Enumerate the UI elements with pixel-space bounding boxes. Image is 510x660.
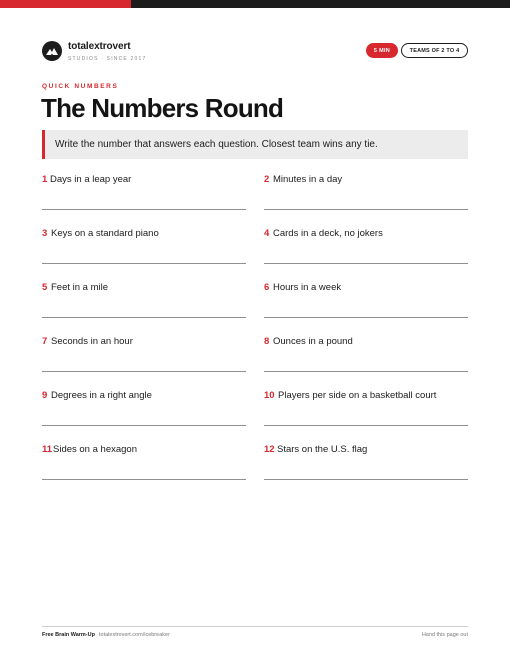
- question-number: 10: [264, 390, 275, 401]
- answer-line[interactable]: [42, 425, 246, 426]
- answer-line[interactable]: [264, 425, 468, 426]
- question-number: 11: [42, 444, 53, 455]
- answer-line[interactable]: [42, 209, 246, 210]
- instructions-text: Write the number that answers each question. Closest team wins any tie.: [55, 139, 378, 150]
- question-item: [264, 390, 468, 428]
- section-eyebrow: QUICK NUMBERS: [42, 83, 119, 90]
- question-item: [264, 228, 468, 266]
- question-item: [264, 174, 468, 212]
- question-text: Players per side on a basketball court: [278, 390, 437, 401]
- question-text: Stars on the U.S. flag: [277, 444, 368, 455]
- answer-line[interactable]: [42, 263, 246, 264]
- question-item: [264, 336, 468, 374]
- brand-name: totalextrovert: [68, 41, 131, 52]
- teams-badge: TEAMS OF 2 TO 4: [401, 43, 468, 58]
- question-item: [264, 444, 468, 482]
- footer-divider: [42, 626, 468, 627]
- answer-line[interactable]: [264, 479, 468, 480]
- question-text: Sides on a hexagon: [53, 444, 137, 455]
- footer-note: Hand this page out: [421, 632, 468, 638]
- question-number: 1: [42, 174, 48, 185]
- answer-line[interactable]: [264, 317, 468, 318]
- question-text: Ounces in a pound: [273, 336, 353, 347]
- question-item: [42, 336, 246, 374]
- question-number: 12: [264, 444, 275, 455]
- footer-url[interactable]: totalextrovert.com/icebreaker: [98, 632, 170, 638]
- instructions-box: [42, 130, 468, 159]
- question-item: [42, 228, 246, 266]
- question-number: 7: [42, 336, 48, 347]
- answer-line[interactable]: [264, 371, 468, 372]
- footer-left: [42, 632, 170, 638]
- question-item: [42, 282, 246, 320]
- answer-line[interactable]: [42, 371, 246, 372]
- question-text: Minutes in a day: [273, 174, 343, 185]
- question-number: 5: [42, 282, 48, 293]
- answer-line[interactable]: [42, 479, 246, 480]
- question-number: 9: [42, 390, 48, 401]
- page-title: The Numbers Round: [41, 93, 284, 123]
- footer-label: Free Brain Warm-Up: [42, 632, 95, 638]
- question-item: [264, 282, 468, 320]
- question-text: Seconds in an hour: [51, 336, 133, 347]
- question-number: 4: [264, 228, 270, 239]
- mountain-badge-icon: [42, 41, 62, 61]
- question-item: [42, 390, 246, 428]
- question-text: Keys on a standard piano: [51, 228, 159, 239]
- question-text: Cards in a deck, no jokers: [273, 228, 383, 239]
- answer-line[interactable]: [42, 317, 246, 318]
- question-text: Days in a leap year: [50, 174, 132, 185]
- instructions-accent-bar: [42, 130, 45, 159]
- question-item: [42, 444, 246, 482]
- question-text: Hours in a week: [273, 282, 342, 293]
- question-item: [42, 174, 246, 212]
- answer-line[interactable]: [264, 209, 468, 210]
- question-text: Feet in a mile: [51, 282, 109, 293]
- question-number: 2: [264, 174, 270, 185]
- question-number: 6: [264, 282, 270, 293]
- question-number: 3: [42, 228, 48, 239]
- question-number: 8: [264, 336, 270, 347]
- answer-line[interactable]: [264, 263, 468, 264]
- time-badge: 5 MIN: [366, 43, 398, 58]
- top-bar-accent: [0, 0, 131, 8]
- question-text: Degrees in a right angle: [51, 390, 152, 401]
- brand-tagline: STUDIOS · SINCE 2017: [68, 56, 147, 62]
- top-bar: [0, 0, 510, 8]
